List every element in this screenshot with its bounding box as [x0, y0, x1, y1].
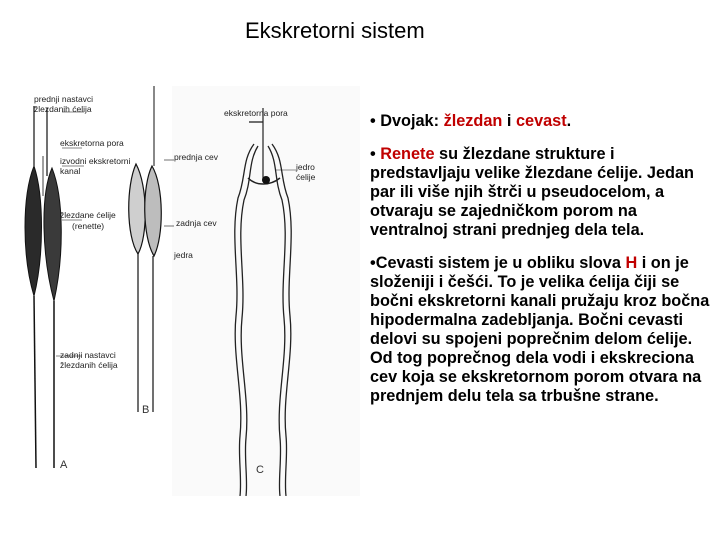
left-gland-cell — [25, 166, 42, 296]
label-posterior-canal: zadnja cev — [176, 218, 217, 228]
p3-rest: i on je složeniji i češći. To je velika ćelija čiji se bočni ekskretorni kanali pružaju kroz bočna hipodermalna zadebljanja. Bočni cevasti delovi su spojeni poprečnim delom ćelije. Od tog poprečnog dela vodi i ekskreciona cev koja se ekskretornom porom otvara na prednjem delu tela sa trbušne strane. — [370, 254, 710, 405]
right-gland-cell — [44, 168, 61, 301]
p1-and: i — [502, 112, 516, 130]
paragraph-tubular-system — [370, 254, 715, 406]
label-nucleus-b: jedra — [174, 250, 193, 260]
panel-b-drawing — [129, 86, 174, 412]
p1-bullet: • Dvojak: — [370, 112, 444, 130]
label-excretory-pore-c: ekskretorna pora — [224, 108, 288, 118]
label-panel-c: C — [256, 464, 264, 476]
posterior-canal — [145, 166, 162, 256]
p2-renettes-word: Renete — [380, 145, 435, 163]
label-excretory-pore-a: ekskretorna pora — [60, 138, 124, 148]
label-gland-cells-1: žlezdane ćelije — [60, 210, 116, 220]
p3-start: •Cevasti sistem je u obliku slova — [370, 254, 626, 272]
label-anterior-canal: prednja cev — [174, 152, 218, 162]
excretory-diagram — [14, 86, 360, 496]
label-excretory-canal-2: kanal — [60, 166, 81, 176]
label-anterior-processes-2: žlezdanih ćelija — [34, 104, 92, 114]
anterior-canal — [129, 164, 146, 254]
label-anterior-processes-1: prednji nastavci — [34, 94, 94, 104]
excretory-system-figure — [14, 86, 360, 496]
p2-rest: su žlezdane strukture i predstavljaju velike žlezdane ćelije. Jedan par ili više njih štrči u pseudocelom, a otvaraju se zajedničkom porom na ventralnoj strani prednjeg dela tela. — [370, 145, 694, 239]
slide-title: Ekskretorni sistem — [245, 18, 425, 43]
label-posterior-processes-2: žlezdanih ćelija — [60, 360, 118, 370]
p3-letter-h: H — [625, 254, 638, 272]
cell-nucleus — [262, 176, 270, 184]
label-excretory-canal-1: izvodni ekskretorni — [60, 156, 131, 166]
p1-tubular-word: cevast — [515, 112, 567, 130]
p2-bullet: • — [370, 145, 381, 163]
paragraph-types — [370, 112, 715, 131]
text-column — [370, 112, 715, 420]
label-cell-nucleus-1: jedro — [296, 162, 315, 172]
label-posterior-processes-1: zadnji nastavci — [60, 350, 116, 360]
label-gland-cells-2: (renette) — [72, 221, 105, 231]
p1-gland-word: žlezdan — [443, 112, 503, 130]
label-panel-b: B — [142, 404, 150, 416]
paragraph-renettes — [370, 145, 715, 240]
p1-end: . — [566, 112, 572, 130]
scan-background — [172, 86, 360, 496]
label-cell-nucleus-2: ćelije — [296, 172, 316, 182]
label-panel-a: A — [60, 459, 68, 471]
